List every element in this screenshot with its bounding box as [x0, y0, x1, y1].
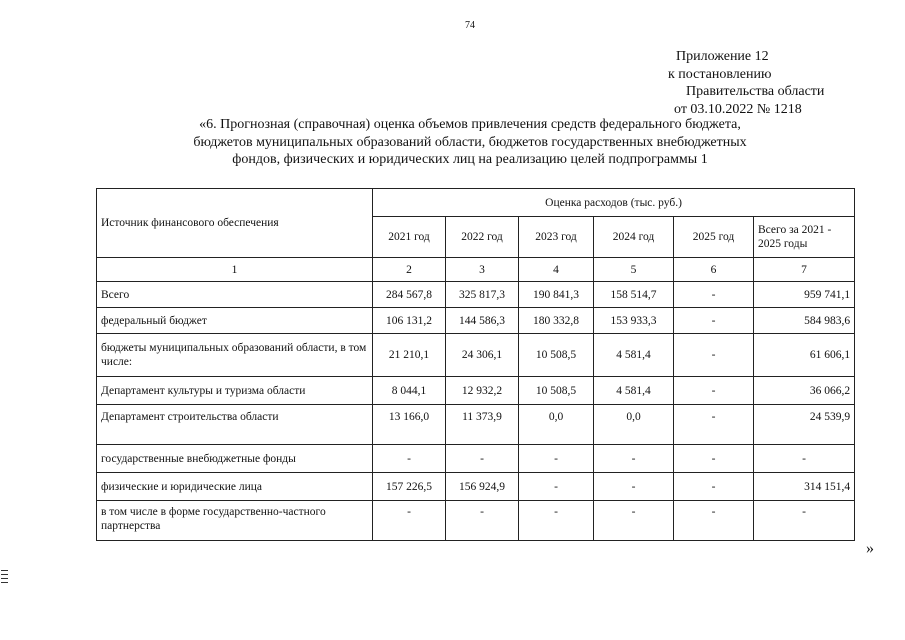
appendix-line-2: к постановлению — [668, 66, 772, 82]
value-cell: 10 508,5 — [519, 377, 594, 405]
value-cell: 0,0 — [519, 405, 594, 445]
year-header: 2024 год — [594, 217, 674, 258]
value-cell: 4 581,4 — [594, 377, 674, 405]
value-cell: 10 508,5 — [519, 334, 594, 377]
row-label: Всего — [97, 282, 373, 308]
total-cell: 24 539,9 — [754, 405, 855, 445]
table-row — [97, 377, 855, 405]
binding-mark — [1, 582, 8, 583]
year-header: 2021 год — [373, 217, 446, 258]
page-number: 74 — [465, 20, 475, 31]
index-row — [97, 258, 855, 282]
value-cell: 153 933,3 — [594, 308, 674, 334]
value-cell: 190 841,3 — [519, 282, 594, 308]
total-header: Всего за 2021 - 2025 годы — [754, 217, 855, 258]
appendix-block — [636, 48, 836, 118]
value-cell: 144 586,3 — [446, 308, 519, 334]
binding-mark — [1, 574, 8, 575]
table-row — [97, 405, 855, 445]
title-line-3: фондов, физических и юридических лиц на реализацию целей подпрограммы 1 — [232, 152, 708, 167]
value-cell: - — [519, 501, 594, 541]
value-cell: - — [594, 473, 674, 501]
estimate-header: Оценка расходов (тыс. руб.) — [373, 189, 855, 217]
row-label: физические и юридические лица — [97, 473, 373, 501]
index-cell: 6 — [674, 258, 754, 282]
value-cell: 156 924,9 — [446, 473, 519, 501]
value-cell: 12 932,2 — [446, 377, 519, 405]
index-cell: 5 — [594, 258, 674, 282]
appendix-line-1: Приложение 12 — [676, 49, 769, 64]
table-row — [97, 308, 855, 334]
value-cell: 11 373,9 — [446, 405, 519, 445]
total-cell: 314 151,4 — [754, 473, 855, 501]
appendix-line-4: от 03.10.2022 № 1218 — [674, 101, 802, 117]
year-header: 2022 год — [446, 217, 519, 258]
table-row — [97, 282, 855, 308]
year-header: 2023 год — [519, 217, 594, 258]
value-cell: - — [519, 445, 594, 473]
value-cell: - — [446, 501, 519, 541]
closing-quote: » — [866, 540, 874, 557]
row-label: Департамент строительства области — [97, 405, 373, 445]
value-cell: 325 817,3 — [446, 282, 519, 308]
value-cell: 8 044,1 — [373, 377, 446, 405]
row-label: бюджеты муниципальных образований области, в том числе: — [97, 334, 373, 377]
title-line-1: «6. Прогнозная (справочная) оценка объемов привлечения средств федерального бюджета, — [199, 117, 741, 132]
total-cell: 584 983,6 — [754, 308, 855, 334]
row-label: в том числе в форме государственно-частного партнерства — [97, 501, 373, 541]
row-label: федеральный бюджет — [97, 308, 373, 334]
value-cell: - — [674, 445, 754, 473]
value-cell: 158 514,7 — [594, 282, 674, 308]
table-row — [97, 501, 855, 541]
value-cell: - — [594, 445, 674, 473]
index-cell: 3 — [446, 258, 519, 282]
value-cell: - — [674, 377, 754, 405]
table-row — [97, 445, 855, 473]
total-cell: 959 741,1 — [754, 282, 855, 308]
value-cell: - — [373, 501, 446, 541]
binding-mark — [1, 578, 8, 579]
total-cell: 61 606,1 — [754, 334, 855, 377]
total-cell: 36 066,2 — [754, 377, 855, 405]
value-cell: 13 166,0 — [373, 405, 446, 445]
row-label: государственные внебюджетные фонды — [97, 445, 373, 473]
index-cell: 7 — [754, 258, 855, 282]
appendix-line-3: Правительства области — [686, 84, 825, 99]
value-cell: - — [674, 282, 754, 308]
value-cell: 180 332,8 — [519, 308, 594, 334]
value-cell: - — [674, 308, 754, 334]
section-title — [150, 116, 790, 169]
year-header: 2025 год — [674, 217, 754, 258]
value-cell: - — [674, 334, 754, 377]
value-cell: - — [674, 501, 754, 541]
value-cell: - — [519, 473, 594, 501]
value-cell: - — [446, 445, 519, 473]
value-cell: 157 226,5 — [373, 473, 446, 501]
value-cell: - — [674, 405, 754, 445]
value-cell: 284 567,8 — [373, 282, 446, 308]
table-row — [97, 334, 855, 377]
value-cell: 4 581,4 — [594, 334, 674, 377]
total-cell: - — [754, 501, 855, 541]
header-row — [97, 189, 855, 217]
index-cell: 4 — [519, 258, 594, 282]
source-header: Источник финансового обеспечения — [97, 189, 373, 258]
value-cell: - — [594, 501, 674, 541]
funding-table — [96, 188, 855, 541]
value-cell: 21 210,1 — [373, 334, 446, 377]
index-cell: 2 — [373, 258, 446, 282]
binding-mark — [1, 570, 8, 571]
value-cell: 24 306,1 — [446, 334, 519, 377]
title-line-2: бюджетов муниципальных образований области, бюджетов государственных внебюджетных — [193, 134, 747, 150]
row-label: Департамент культуры и туризма области — [97, 377, 373, 405]
value-cell: - — [373, 445, 446, 473]
value-cell: - — [674, 473, 754, 501]
total-cell: - — [754, 445, 855, 473]
value-cell: 0,0 — [594, 405, 674, 445]
value-cell: 106 131,2 — [373, 308, 446, 334]
index-cell: 1 — [97, 258, 373, 282]
table-row — [97, 473, 855, 501]
